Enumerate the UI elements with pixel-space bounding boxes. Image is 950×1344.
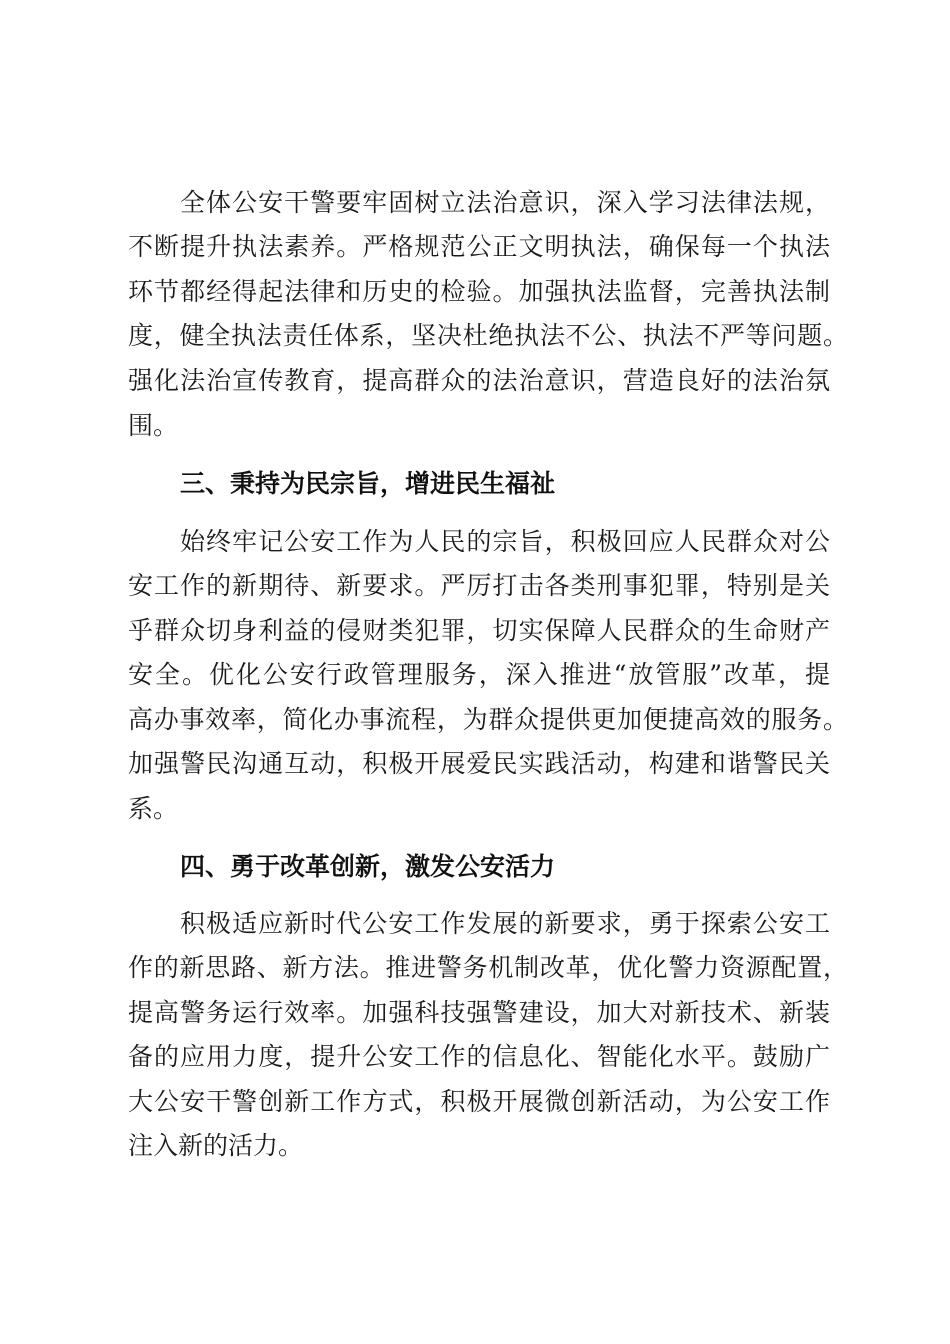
- paragraph-3-line-3: 提高警务运行效率。加强科技强警建设，加大对新技术、新装: [128, 998, 830, 1027]
- paragraph-1-line-5: 强化法治宣传教育，提高群众的法治意识，营造良好的法治氛: [128, 366, 830, 395]
- section-heading-3: 三、秉持为民宗旨，增进民生福祉: [180, 469, 556, 498]
- paragraph-3-line-2: 作的新思路、新方法。推进警务机制改革，优化警力资源配置，: [128, 953, 848, 982]
- paragraph-1-line-2: 不断提升执法素养。严格规范公正文明执法，确保每一个执法: [128, 232, 830, 261]
- paragraph-2-line-1: 始终牢记公安工作为人民的宗旨，积极回应人民群众对公: [180, 527, 830, 556]
- paragraph-2-line-5: 高办事效率，简化办事流程，为群众提供更加便捷高效的服务。: [128, 705, 848, 734]
- paragraph-1-line-3: 环节都经得起法律和历史的检验。加强执法监督，完善执法制: [128, 277, 830, 306]
- paragraph-3-line-6: 注入新的活力。: [128, 1131, 304, 1160]
- section-heading-4: 四、勇于改革创新，激发公安活力: [180, 852, 556, 881]
- paragraph-2-line-2: 安工作的新期待、新要求。严厉打击各类刑事犯罪，特别是关: [128, 571, 830, 600]
- paragraph-2-line-6: 加强警民沟通互动，积极开展爱民实践活动，构建和谐警民关: [128, 749, 830, 778]
- paragraph-2-line-4: 安全。优化公安行政管理服务，深入推进“放管服”改革，提: [128, 660, 830, 689]
- paragraph-2-line-7: 系。: [128, 794, 179, 823]
- paragraph-2-line-3: 乎群众切身利益的侵财类犯罪，切实保障人民群众的生命财产: [128, 616, 830, 645]
- paragraph-3-line-5: 大公安干警创新工作方式，积极开展微创新活动，为公安工作: [128, 1087, 830, 1116]
- paragraph-3-line-4: 备的应用力度，提升公安工作的信息化、智能化水平。鼓励广: [128, 1042, 830, 1071]
- paragraph-3-line-1: 积极适应新时代公安工作发展的新要求，勇于探索公安工: [180, 909, 830, 938]
- paragraph-1-line-1: 全体公安干警要牢固树立法治意识，深入学习法律法规，: [180, 188, 830, 217]
- paragraph-1-line-4: 度，健全执法责任体系，坚决杜绝执法不公、执法不严等问题。: [128, 321, 848, 350]
- paragraph-1-line-6: 围。: [128, 411, 179, 440]
